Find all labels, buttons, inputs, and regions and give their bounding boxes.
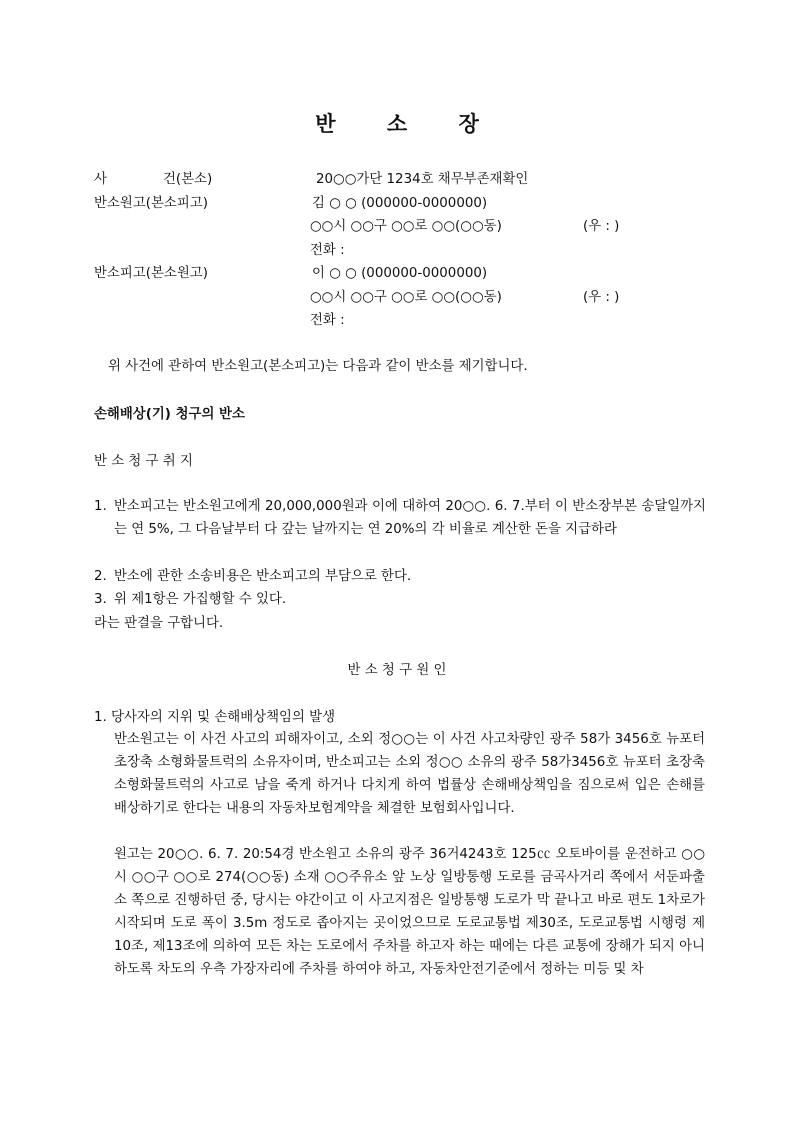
item-text: 위 제1항은 가집행할 수 있다. — [114, 592, 287, 607]
defendant-name: 이 ○ ○ (000000-0000000) — [312, 266, 488, 281]
defendant-phone: 전화 : — [310, 313, 345, 328]
plaintiff-postal: (우 : ) — [583, 219, 620, 234]
section-title: 당사자의 지위 및 손해배상책임의 발생 — [111, 710, 336, 725]
defendant-postal: (우 : ) — [583, 290, 620, 305]
title-char-2: 소 — [386, 112, 408, 136]
cause-section-title — [94, 706, 335, 725]
section-number: 1. — [94, 710, 107, 725]
item-text: 반소에 관한 소송비용은 반소피고의 부담으로 한다. — [114, 569, 412, 584]
defendant-label: 반소피고(본소원고) — [94, 266, 208, 281]
plaintiff-label: 반소원고(본소피고) — [94, 196, 208, 211]
purpose-item-2 — [94, 566, 706, 589]
item-number: 3. — [94, 592, 107, 607]
plaintiff-name: 김 ○ ○ (000000-0000000) — [312, 196, 488, 211]
purpose-item-3 — [94, 589, 706, 612]
item-number: 2. — [94, 569, 107, 584]
item-number: 1. — [94, 499, 107, 514]
purpose-closing: 라는 판결을 구합니다. — [94, 616, 224, 631]
cause-heading: 반 소 청 구 원 인 — [347, 663, 447, 678]
cause-paragraph-1: 반소원고는 이 사건 사고의 피해자이고, 소외 정○○는 이 사건 사고차량인 광주 58가 3456호 뉴포터 초장축 소형화물트럭의 소유자이며, 반소피고는 소외 정○○ 소유의 광주 58가3456호 뉴포터 초장축 소형화물트럭의 사고로 남을 죽게 하거나 다치게 하여 법률상 손해배상책임을 짐으로써 입은 손해를 배상하기로 한다는 내용의 자동차보험계약을 체결한 보험회사입니다. — [114, 732, 705, 816]
title-char-1: 반 — [315, 112, 336, 136]
defendant-address: ○○시 ○○구 ○○로 ○○(○○동) — [310, 290, 502, 305]
cause-paragraph-2: 원고는 20○○. 6. 7. 20:54경 반소원고 소유의 광주 36거4243호 125㏄ 오토바이를 운전하고 ○○시 ○○구 ○○로 274(○○동) 소재 ○○주유소 앞 노상 일방통행 도로를 금곡사거리 쪽에서 서둔파출소 쪽으로 진행하던 중, 당시는 야간이고 이 사고지점은 일방통행 도로가 막 끝나고 바로 편도 1차로가 시작되며 도로 폭이 3.5m 정도로 좁아지는 곳이었으므로 도로교통법 제30조, 도로교통법 시행령 제10조, 제13조에 의하여 모든 차는 도로에서 주차를 하고자 하는 때에는 다른 교통에 장해가 되지 아니하도록 차도의 우측 가장자리에 주차를 하여야 하고, 자동차안전기준에서 정하는 미등 및 차 — [114, 847, 705, 977]
claim-heading: 손해배상(기) 청구의 반소 — [94, 407, 245, 422]
purpose-item-1 — [94, 496, 706, 542]
case-label: 사 건(본소) — [94, 172, 213, 187]
title-char-3: 장 — [458, 112, 479, 136]
plaintiff-phone: 전화 : — [310, 243, 345, 258]
case-value: 20○○가단 1234호 채무부존재확인 — [316, 172, 529, 187]
item-text: 반소피고는 반소원고에게 20,000,000원과 이에 대하여 20○○. 6. 7.부터 이 반소장부본 송달일까지는 연 5%, 그 다음날부터 다 갚는 날까지는 연 20%의 각 비율로 계산한 돈을 지급하라 — [114, 499, 706, 537]
purpose-heading: 반 소 청 구 취 지 — [94, 454, 193, 469]
intro-text: 위 사건에 관하여 반소원고(본소피고)는 다음과 같이 반소를 제기합니다. — [108, 359, 528, 374]
plaintiff-address: ○○시 ○○구 ○○로 ○○(○○동) — [310, 219, 502, 234]
document-title — [0, 108, 794, 138]
